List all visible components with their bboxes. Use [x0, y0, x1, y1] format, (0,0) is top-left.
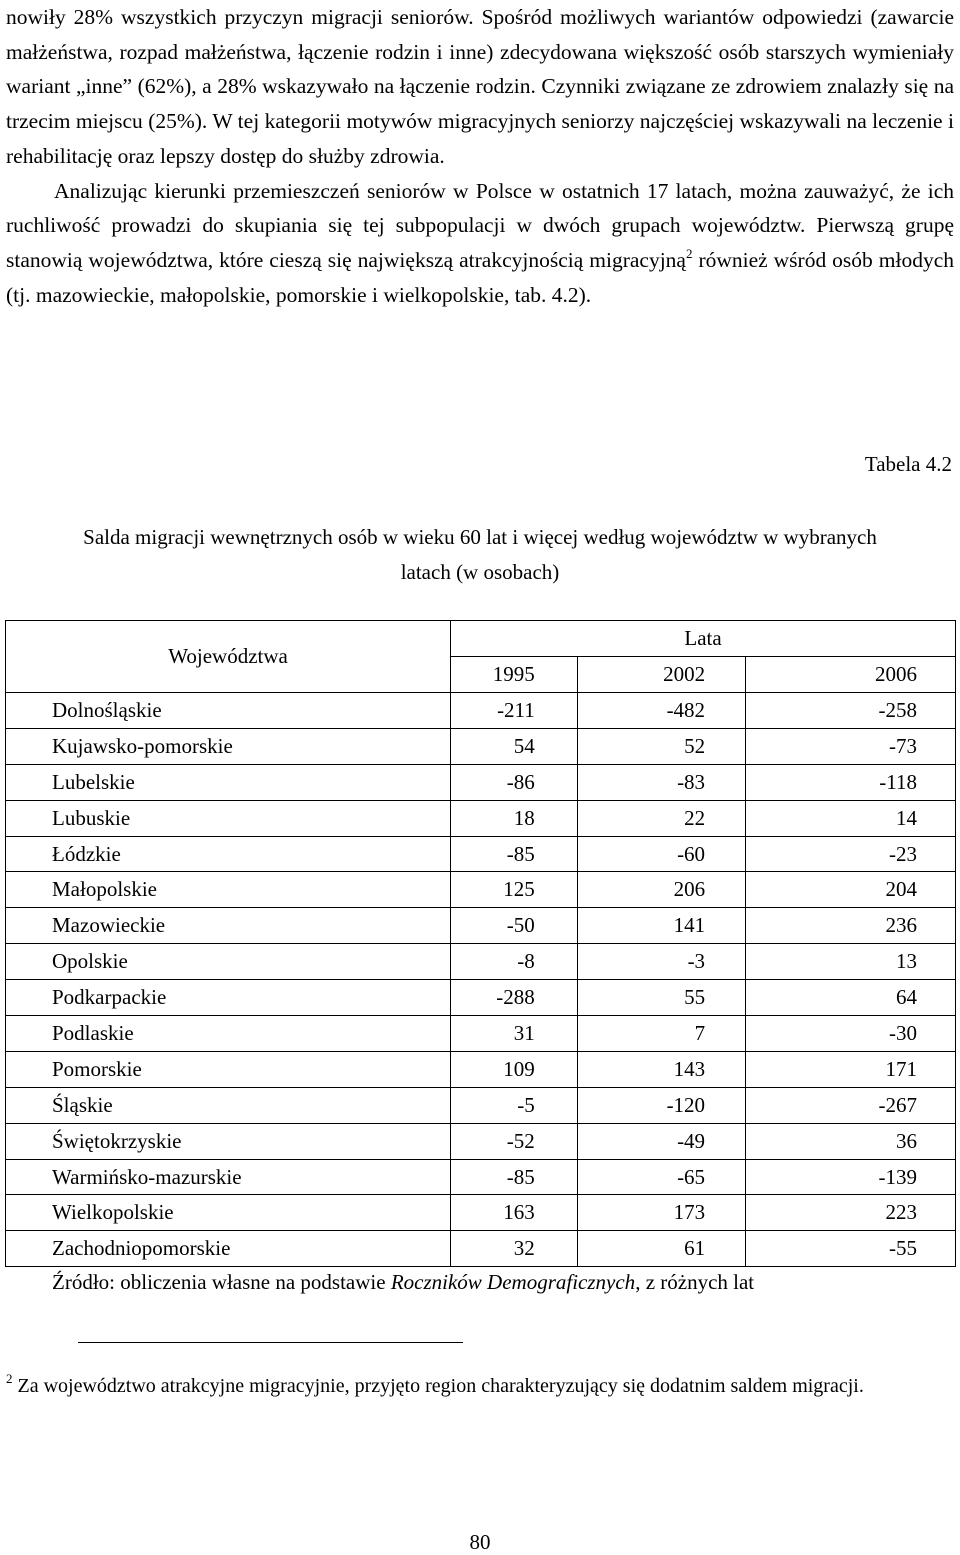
value-1995: -50	[451, 908, 578, 944]
table-row	[6, 800, 956, 836]
value-2002: -49	[577, 1123, 745, 1159]
region-name: Opolskie	[6, 944, 451, 980]
footnote-text: Za województwo atrakcyjne migracyjnie, przyjęto region charakteryzujący się dodatnim saldem migracji.	[12, 1375, 864, 1397]
value-2006: 171	[746, 1051, 956, 1087]
value-2006: 13	[746, 944, 956, 980]
region-name: Łódzkie	[6, 836, 451, 872]
value-2006: -258	[746, 693, 956, 729]
table-label: Tabela 4.2	[864, 452, 952, 476]
value-2006: -30	[746, 1016, 956, 1052]
table-row	[6, 1123, 956, 1159]
region-name: Warmińsko-mazurskie	[6, 1159, 451, 1195]
table-row	[6, 872, 956, 908]
region-name: Podkarpackie	[6, 980, 451, 1016]
header-years-group: Lata	[451, 621, 956, 657]
value-1995: 31	[451, 1016, 578, 1052]
value-1995: 18	[451, 800, 578, 836]
table-row	[6, 1087, 956, 1123]
footnote-mark: 2	[6, 1371, 13, 1387]
region-name: Małopolskie	[6, 872, 451, 908]
value-1995: -211	[451, 693, 578, 729]
value-2002: 143	[577, 1051, 745, 1087]
migration-table	[5, 620, 956, 1267]
value-1995: 32	[451, 1231, 578, 1267]
region-name: Śląskie	[6, 1087, 451, 1123]
value-2006: -23	[746, 836, 956, 872]
value-2002: 22	[577, 800, 745, 836]
header-year-2002: 2002	[577, 657, 745, 693]
value-2002: 61	[577, 1231, 745, 1267]
table-caption	[20, 520, 940, 590]
table-row	[6, 980, 956, 1016]
region-name: Pomorskie	[6, 1051, 451, 1087]
value-2002: -482	[577, 693, 745, 729]
source-suffix: , z różnych lat	[635, 1270, 755, 1294]
table-row	[6, 836, 956, 872]
value-2006: -267	[746, 1087, 956, 1123]
table-source	[52, 1270, 754, 1295]
header-year-2006: 2006	[746, 657, 956, 693]
paragraph-2	[6, 174, 954, 313]
table-row	[6, 1016, 956, 1052]
value-2006: 36	[746, 1123, 956, 1159]
table-row	[6, 1051, 956, 1087]
value-1995: 109	[451, 1051, 578, 1087]
region-name: Dolnośląskie	[6, 693, 451, 729]
region-name: Podlaskie	[6, 1016, 451, 1052]
body-text	[6, 0, 954, 312]
value-2002: -3	[577, 944, 745, 980]
region-name: Zachodniopomorskie	[6, 1231, 451, 1267]
paragraph-2-text-end: również wśród osób młodych (tj. mazowieckie, małopolskie, pomorskie i wielkopolskie, tab. 4.2).	[6, 247, 955, 307]
table-caption-line-2: latach (w osobach)	[400, 560, 560, 584]
value-2002: 52	[577, 728, 745, 764]
header-region: Województwa	[6, 621, 451, 693]
value-2006: 204	[746, 872, 956, 908]
value-2006: -73	[746, 728, 956, 764]
value-2002: -65	[577, 1159, 745, 1195]
value-2002: 55	[577, 980, 745, 1016]
table-row	[6, 1195, 956, 1231]
value-1995: -85	[451, 1159, 578, 1195]
value-1995: -288	[451, 980, 578, 1016]
source-prefix: Źródło: obliczenia własne na podstawie	[52, 1270, 391, 1294]
value-2006: 236	[746, 908, 956, 944]
value-2002: -120	[577, 1087, 745, 1123]
table-row	[6, 1231, 956, 1267]
footnote-ref[interactable]: 2	[685, 245, 693, 261]
table-row	[6, 728, 956, 764]
value-1995: 54	[451, 728, 578, 764]
value-2002: -60	[577, 836, 745, 872]
value-1995: 163	[451, 1195, 578, 1231]
value-1995: 125	[451, 872, 578, 908]
value-1995: -5	[451, 1087, 578, 1123]
value-2006: -55	[746, 1231, 956, 1267]
region-name: Lubuskie	[6, 800, 451, 836]
value-2002: 173	[577, 1195, 745, 1231]
value-1995: -52	[451, 1123, 578, 1159]
table-body	[6, 693, 956, 1267]
table-row	[6, 764, 956, 800]
table-row	[6, 693, 956, 729]
paragraph-1: nowiły 28% wszystkich przyczyn migracji seniorów. Spośród możliwych wariantów odpowiedzi (zawarcie małżeństwa, rozpad małżeństwa, łączenie rodzin i inne) zdecydowana większość osób starszych wymieniały wariant „inne” (62%), a 28% wskazywało na łączenie rodzin. Czynniki związane ze zdrowiem znalazły się na trzecim miejscu (25%). W tej kategorii motywów migracyjnych seniorzy najczęściej wskazywali na leczenie i rehabilitację oraz lepszy dostęp do służby zdrowia.	[6, 5, 954, 168]
footnote	[6, 1372, 954, 1401]
page-number: 80	[469, 1530, 491, 1554]
value-2002: -83	[577, 764, 745, 800]
value-2006: -118	[746, 764, 956, 800]
header-year-1995: 1995	[451, 657, 578, 693]
table-row	[6, 908, 956, 944]
value-2002: 141	[577, 908, 745, 944]
value-1995: -86	[451, 764, 578, 800]
region-name: Wielkopolskie	[6, 1195, 451, 1231]
region-name: Kujawsko-pomorskie	[6, 728, 451, 764]
value-2006: 14	[746, 800, 956, 836]
source-title: Roczników Demograficznych	[390, 1270, 636, 1294]
region-name: Mazowieckie	[6, 908, 451, 944]
value-2006: 223	[746, 1195, 956, 1231]
value-1995: -8	[451, 944, 578, 980]
value-2002: 7	[577, 1016, 745, 1052]
table-row	[6, 944, 956, 980]
region-name: Świętokrzyskie	[6, 1123, 451, 1159]
value-2006: -139	[746, 1159, 956, 1195]
table-caption-line-1: Salda migracji wewnętrznych osób w wieku 60 lat i więcej według województw w wybranych	[83, 525, 877, 549]
region-name: Lubelskie	[6, 764, 451, 800]
table-row	[6, 1159, 956, 1195]
paragraph-2-text: Analizując kierunki przemieszczeń seniorów w Polsce w ostatnich 17 latach, można zauważyć, że ich ruchliwość prowadzi do skupiania się tej subpopulacji w dwóch grupach województw. Pierwszą grupę stanowią województwa, które cieszą się największą atrakcyjnością migracyjną	[6, 178, 954, 272]
footnote-separator	[78, 1342, 463, 1343]
value-1995: -85	[451, 836, 578, 872]
value-2002: 206	[577, 872, 745, 908]
value-2006: 64	[746, 980, 956, 1016]
